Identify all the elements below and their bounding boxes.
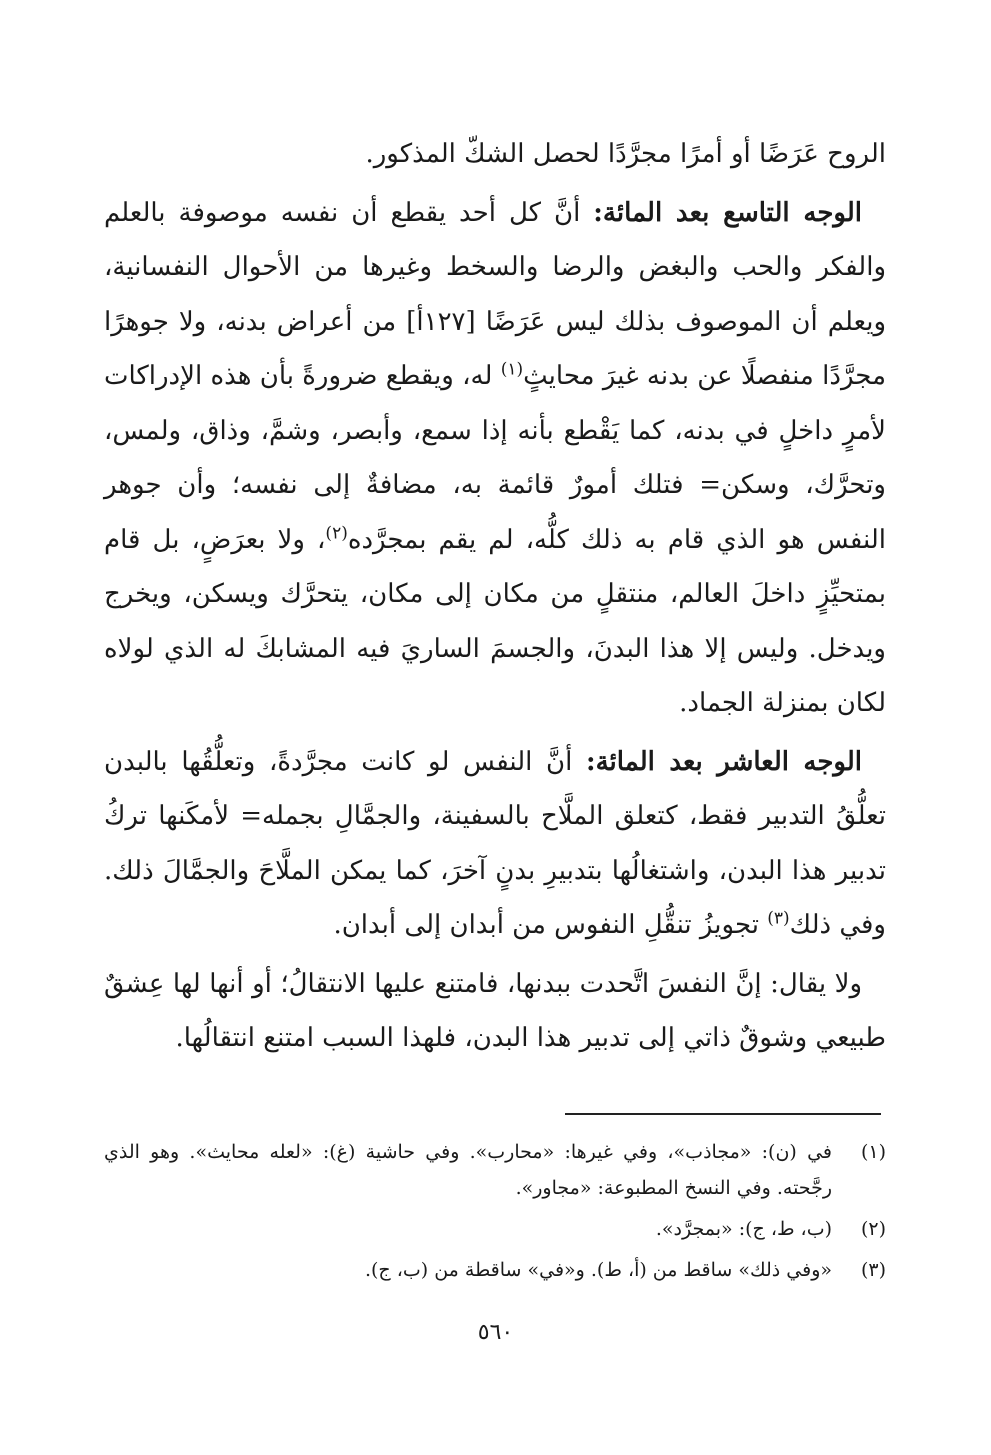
footnote-item xyxy=(104,1252,886,1288)
paragraph-text: ، ولا بعرَضٍ، بل قام بمتحيِّزٍ داخلَ العالم، منتقلٍ من مكان إلى مكان، يتحرَّك ويسكن، ويخرج ويدخل. وليس إلا هذا البدنَ، والجسمَ الساريَ فيه المشابكَ له الذي لولاه لكان بمنزلة الجماد. xyxy=(104,524,886,718)
footnote-reference[interactable]: (٣) xyxy=(767,908,790,929)
footnote-text: في (ن): «مجاذب»، وفي غيرها: «محارب». وفي حاشية (غ): «لعله محايث». وهو الذي رجَّحته. وفي النسخ المطبوعة: «مجاور». xyxy=(104,1141,832,1199)
footnote-number: (١) xyxy=(860,1141,886,1163)
footnote-reference[interactable]: (٢) xyxy=(325,522,348,543)
paragraph-ninth-aspect xyxy=(104,186,886,731)
paragraph-text: له، ويقطع ضرورةً بأن هذه الإدراكات لأمرٍ داخلٍ في بدنه، كما يَقْطع بأنه إذا سمع، وأبصر، وشمَّ، وذاق، ولمس، وتحرَّك، وسكن= فتلك أمورٌ قائمة به، مضافةٌ إلى نفسه؛ وأن جوهر النفس هو الذي قام به ذلك كلُّه، لم يقم بمجرَّده xyxy=(104,361,886,555)
paragraph-objection: ولا يقال: إنَّ النفسَ اتَّحدت ببدنها، فامتنع عليها الانتقالُ؛ أو أنها لها عِشقٌ طبيعي وشوقٌ ذاتي إلى تدبير هذا البدن، فلهذا السبب امتنع انتقالُها. xyxy=(104,968,886,1053)
footnote-text: «وفي ذلك» ساقط من (أ، ط). و«في» ساقطة من (ب، ج). xyxy=(364,1259,832,1281)
section-heading: الوجه التاسع بعد المائة: xyxy=(593,197,862,228)
footnote-text: (ب، ط، ج): «بمجرَّد». xyxy=(655,1218,832,1240)
footnote-separator xyxy=(565,1113,881,1115)
footnote-item xyxy=(104,1134,886,1206)
paragraph-continuation: الروح عَرَضًا أو أمرًا مجرَّدًا لحصل الشكّ المذكور. xyxy=(365,139,886,169)
footnote-number: (٣) xyxy=(860,1259,886,1281)
page-number: ٥٦٠ xyxy=(477,1320,514,1345)
footnote-item xyxy=(104,1211,886,1247)
footnotes xyxy=(104,1134,886,1293)
paragraph-text: أنَّ النفس لو كانت مجرَّدةً، وتعلُّقُها بالبدن تعلُّقُ التدبير فقط، كتعلق الملَّاح بالسفينة، والجمَّالِ بجمله= لأمكَنها تركُ تدبير هذا البدن، واشتغالُها بتدبيرِ بدنٍ آخرَ، كما يمكن الملَّاحَ والجمَّالَ ذلك. وفي ذلك xyxy=(104,746,886,940)
paragraph-text: تجويزُ تنقُّلِ النفوس من أبدان إلى أبدان. xyxy=(333,910,759,940)
paragraph-tenth-aspect xyxy=(104,735,886,953)
footnote-reference[interactable]: (١) xyxy=(500,359,524,380)
footnote-number: (٢) xyxy=(860,1218,886,1240)
main-text xyxy=(104,127,886,1070)
paragraph-text: أنَّ كل أحد يقطع أن نفسه موصوفة بالعلم والفكر والحب والبغض والرضا والسخط وغيرها من الأحوال النفسانية، ويعلم أن الموصوف بذلك ليس عَرَضًا [١٢٧أ] من أعراض بدنه، ولا جوهرًا مجرَّدًا منفصلًا عن بدنه غيرَ محايثٍ xyxy=(104,197,887,391)
section-heading: الوجه العاشر بعد المائة: xyxy=(586,746,862,777)
